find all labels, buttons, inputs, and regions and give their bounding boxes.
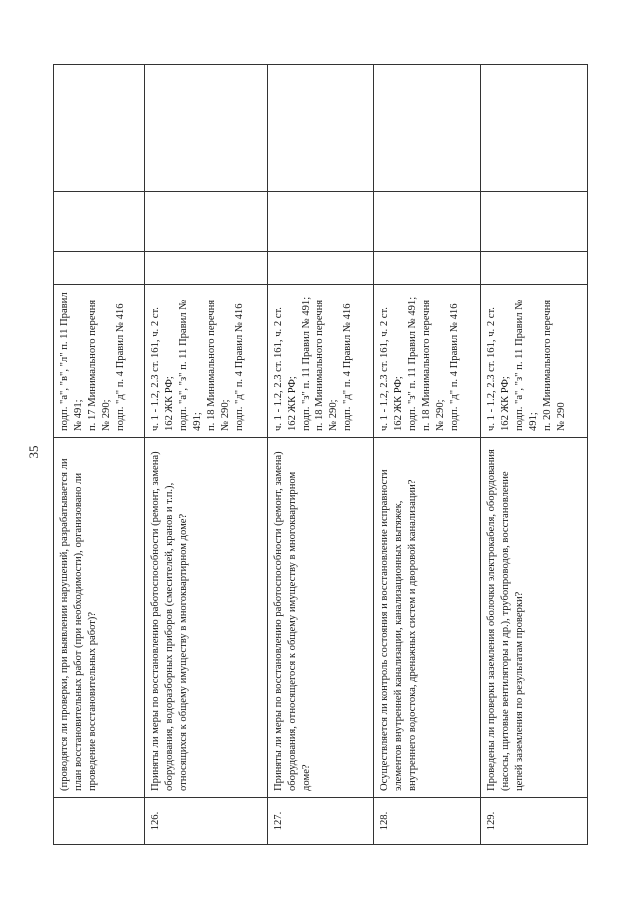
reference-line: п. 18 Минимального перечня № 290;: [421, 299, 447, 431]
row-question: Проведены ли проверки заземления оболочки электрокабеля, оборудования (насосы, щитовые вентиляторы и др.), трубопроводов, восстановление цепей заземления по результатам проверки?: [481, 438, 588, 798]
reference-line: подп. "д" п. 4 Правил № 416: [342, 303, 354, 431]
row-number: [54, 798, 145, 845]
table-row: [481, 65, 588, 845]
table-row: [267, 65, 374, 845]
reference-line: п. 17 Минимального перечня № 290;: [86, 299, 112, 431]
table-row: [374, 65, 481, 845]
reference-line: ч. 1 - 1.2, 2.3 ст. 161, ч. 2 ст. 162 ЖК РФ;: [486, 307, 512, 431]
reference-line: п. 18 Минимального перечня № 290;: [314, 299, 340, 431]
comment-cell: [54, 65, 145, 192]
answer-yes-cell: [144, 252, 267, 285]
comment-cell: [144, 65, 267, 192]
answer-no-cell: [144, 192, 267, 252]
row-references: [374, 285, 481, 438]
comment-cell: [267, 65, 374, 192]
reference-line: ч. 1 - 1.2, 2.3 ст. 161, ч. 2 ст. 162 ЖК РФ;: [379, 307, 405, 431]
row-question: Осуществляется ли контроль состояния и восстановление исправности элементов внутренней канализации, канализационных вытяжек, внутреннего водостока, дренажных систем и дворовой канализации?: [374, 438, 481, 798]
row-number: 128.: [374, 798, 481, 845]
row-number: 126.: [144, 798, 267, 845]
reference-line: п. 18 Минимального перечня № 290;: [205, 299, 231, 431]
reference-line: ч. 1 - 1.2, 2.3 ст. 161, ч. 2 ст. 162 ЖК РФ;: [272, 307, 298, 431]
reference-line: подп. "а", "в", "л" п. 11 Правил № 491;: [59, 292, 84, 431]
table-row: [144, 65, 267, 845]
reference-line: подп. "д" п. 4 Правил № 416: [114, 303, 126, 431]
reference-line: подп. "з" п. 11 Правил № 491;: [300, 296, 312, 431]
row-number: 129.: [481, 798, 588, 845]
answer-yes-cell: [267, 252, 374, 285]
row-question: Приняты ли меры по восстановлению работоспособности (ремонт, замена) оборудования, относящегося к общему имуществу в многоквартирном доме?: [267, 438, 374, 798]
reference-line: ч. 1 - 1.2, 2.3 ст. 161, ч. 2 ст. 162 ЖК РФ;: [149, 307, 175, 431]
row-number: 127.: [267, 798, 374, 845]
answer-yes-cell: [374, 252, 481, 285]
reference-line: подп. "д" п. 4 Правил № 416: [449, 303, 461, 431]
table-body: [54, 65, 588, 845]
reference-line: подп. "а", "з" п. 11 Правил № 491;: [177, 299, 203, 431]
answer-no-cell: [374, 192, 481, 252]
checklist-table: [53, 65, 588, 845]
answer-no-cell: [54, 192, 145, 252]
row-references: [144, 285, 267, 438]
page-number: 35: [26, 445, 41, 459]
answer-yes-cell: [481, 252, 588, 285]
table-row: [54, 65, 145, 845]
comment-cell: [481, 65, 588, 192]
reference-line: подп. "з" п. 11 Правил № 491;: [407, 296, 419, 431]
reference-line: подп. "а", "з" п. 11 Правил № 491;: [514, 299, 540, 431]
row-references: [54, 285, 145, 438]
answer-no-cell: [267, 192, 374, 252]
comment-cell: [374, 65, 481, 192]
reference-line: п. 20 Минимального перечня № 290: [542, 299, 568, 431]
reference-line: подп. "д" п. 4 Правил № 416: [233, 303, 245, 431]
row-references: [481, 285, 588, 438]
row-references: [267, 285, 374, 438]
row-question: Приняты ли меры по восстановлению работоспособности (ремонт, замена) оборудования, водоразборных приборов (смесителей, кранов и т.п.), относящихся к общему имуществу в многоквартирном доме?: [144, 438, 267, 798]
answer-yes-cell: [54, 252, 145, 285]
answer-no-cell: [481, 192, 588, 252]
row-question: (проводятся ли проверки, при выявлении нарушений, разрабатывается ли план восстановительных работ (при необходимости), организовано ли проведение восстановительных работ)?: [54, 438, 145, 798]
